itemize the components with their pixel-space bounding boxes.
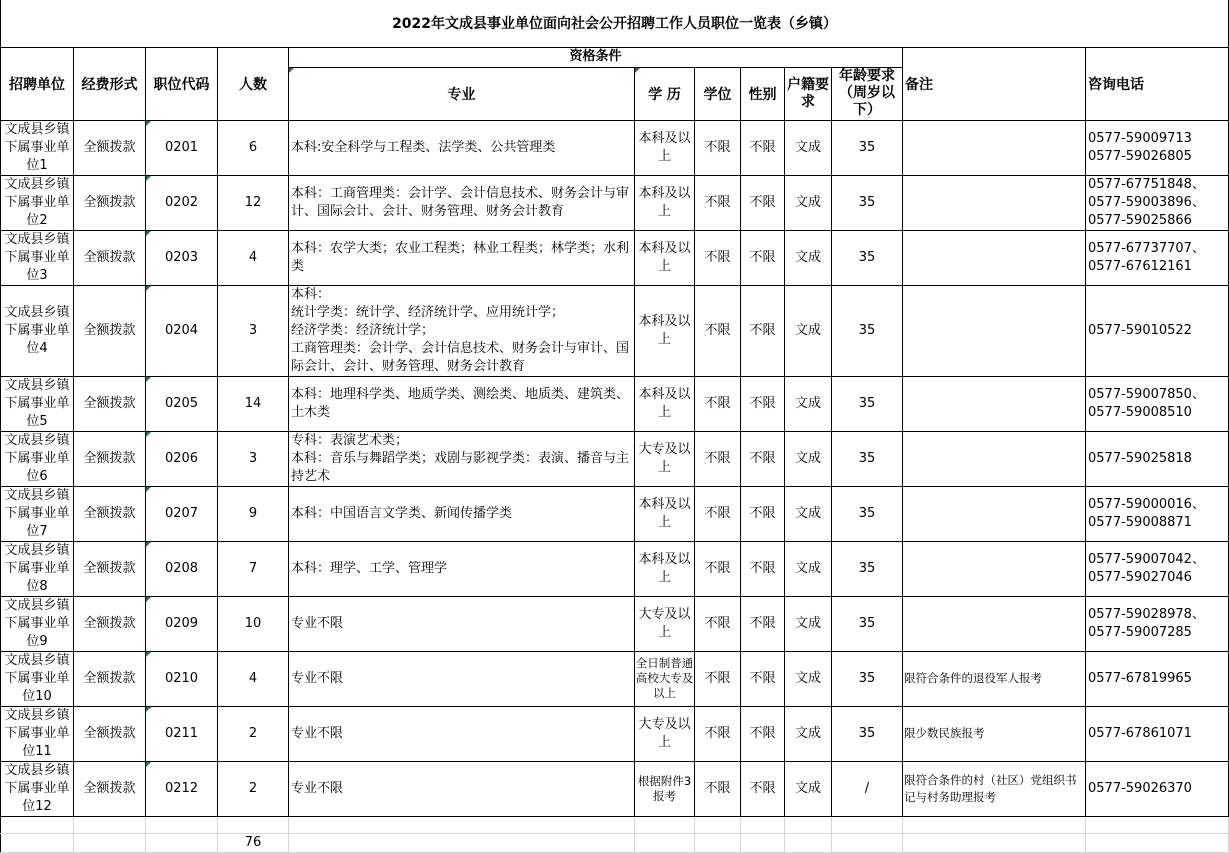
major-cell: 专科：表演艺术类； 本科：音乐与舞蹈学类；戏剧与影视学类：表演、播音与主持艺术 xyxy=(289,431,635,486)
gender-cell: 不限 xyxy=(741,175,785,230)
hukou-cell: 文成 xyxy=(785,761,832,816)
table-row xyxy=(1,596,1229,651)
major-cell: 本科：理学、工学、管理学 xyxy=(289,541,635,596)
gender-cell: 不限 xyxy=(741,761,785,816)
gender-cell: 不限 xyxy=(741,541,785,596)
count-cell: 4 xyxy=(218,651,289,706)
education-cell: 本科及以上 xyxy=(635,541,695,596)
unit-cell: 文成县乡镇下属事业单位11 xyxy=(1,706,74,761)
hukou-cell: 文成 xyxy=(785,596,832,651)
age-cell: 35 xyxy=(832,596,903,651)
header-funding: 经费形式 xyxy=(74,47,146,120)
unit-cell: 文成县乡镇下属事业单位9 xyxy=(1,596,74,651)
code-cell: 0202 xyxy=(146,175,218,230)
unit-cell: 文成县乡镇下属事业单位8 xyxy=(1,541,74,596)
education-cell: 全日制普通高校大专及以上 xyxy=(635,651,695,706)
age-cell: 35 xyxy=(832,120,903,175)
phone-cell: 0577-59010522 xyxy=(1086,285,1229,376)
gender-cell: 不限 xyxy=(741,230,785,285)
table-row xyxy=(1,175,1229,230)
education-cell: 大专及以上 xyxy=(635,431,695,486)
phone-cell: 0577-59025818 xyxy=(1086,431,1229,486)
funding-cell: 全额拨款 xyxy=(74,230,146,285)
major-cell: 专业不限 xyxy=(289,761,635,816)
phone-cell: 0577-67737707、 0577-67612161 xyxy=(1086,230,1229,285)
phone-cell: 0577-67861071 xyxy=(1086,706,1229,761)
degree-cell: 不限 xyxy=(695,596,741,651)
age-cell: 35 xyxy=(832,175,903,230)
table-row xyxy=(1,376,1229,431)
table-row xyxy=(1,486,1229,541)
unit-cell: 文成县乡镇下属事业单位3 xyxy=(1,230,74,285)
education-cell: 大专及以上 xyxy=(635,596,695,651)
hukou-cell: 文成 xyxy=(785,651,832,706)
unit-cell: 文成县乡镇下属事业单位2 xyxy=(1,175,74,230)
phone-cell: 0577-59000016、 0577-59008871 xyxy=(1086,486,1229,541)
hukou-cell: 文成 xyxy=(785,285,832,376)
header-major: 专业 xyxy=(289,67,635,120)
code-cell: 0201 xyxy=(146,120,218,175)
education-cell: 本科及以上 xyxy=(635,285,695,376)
gender-cell: 不限 xyxy=(741,376,785,431)
total-count: 76 xyxy=(218,833,289,852)
funding-cell: 全额拨款 xyxy=(74,376,146,431)
major-cell: 本科：中国语言文学类、新闻传播学类 xyxy=(289,486,635,541)
count-cell: 3 xyxy=(218,431,289,486)
phone-cell: 0577-59007850、 0577-59008510 xyxy=(1086,376,1229,431)
count-cell: 9 xyxy=(218,486,289,541)
table-row xyxy=(1,285,1229,376)
funding-cell: 全额拨款 xyxy=(74,120,146,175)
code-cell: 0203 xyxy=(146,230,218,285)
major-cell: 本科：农学大类；农业工程类；林业工程类；林学类；水利类 xyxy=(289,230,635,285)
education-cell: 根据附件3报考 xyxy=(635,761,695,816)
funding-cell: 全额拨款 xyxy=(74,175,146,230)
phone-cell: 0577-59007042、 0577-59027046 xyxy=(1086,541,1229,596)
age-cell: / xyxy=(832,761,903,816)
remark-cell xyxy=(903,376,1086,431)
count-cell: 14 xyxy=(218,376,289,431)
education-cell: 本科及以上 xyxy=(635,175,695,230)
degree-cell: 不限 xyxy=(695,651,741,706)
degree-cell: 不限 xyxy=(695,376,741,431)
degree-cell: 不限 xyxy=(695,541,741,596)
remark-cell xyxy=(903,596,1086,651)
gender-cell: 不限 xyxy=(741,486,785,541)
age-cell: 35 xyxy=(832,230,903,285)
education-cell: 本科及以上 xyxy=(635,486,695,541)
header-hukou: 户籍要求 xyxy=(785,67,832,120)
code-cell: 0204 xyxy=(146,285,218,376)
header-qualifications: 资格条件 xyxy=(289,47,903,67)
phone-cell: 0577-67819965 xyxy=(1086,651,1229,706)
count-cell: 6 xyxy=(218,120,289,175)
table-row xyxy=(1,230,1229,285)
education-cell: 本科及以上 xyxy=(635,230,695,285)
remark-cell xyxy=(903,541,1086,596)
code-cell: 0205 xyxy=(146,376,218,431)
hukou-cell: 文成 xyxy=(785,541,832,596)
education-cell: 大专及以上 xyxy=(635,706,695,761)
phone-cell: 0577-59028978、 0577-59007285 xyxy=(1086,596,1229,651)
header-degree: 学位 xyxy=(695,67,741,120)
phone-cell: 0577-67751848、 0577-59003896、 0577-59025866 xyxy=(1086,175,1229,230)
unit-cell: 文成县乡镇下属事业单位4 xyxy=(1,285,74,376)
phone-cell: 0577-59026370 xyxy=(1086,761,1229,816)
hukou-cell: 文成 xyxy=(785,706,832,761)
remark-cell xyxy=(903,431,1086,486)
gender-cell: 不限 xyxy=(741,706,785,761)
degree-cell: 不限 xyxy=(695,285,741,376)
age-cell: 35 xyxy=(832,376,903,431)
degree-cell: 不限 xyxy=(695,761,741,816)
remark-cell: 限少数民族报考 xyxy=(903,706,1086,761)
code-cell: 0209 xyxy=(146,596,218,651)
table-row xyxy=(1,120,1229,175)
unit-cell: 文成县乡镇下属事业单位5 xyxy=(1,376,74,431)
header-count: 人数 xyxy=(218,47,289,120)
table-row xyxy=(1,706,1229,761)
major-cell: 专业不限 xyxy=(289,651,635,706)
count-cell: 7 xyxy=(218,541,289,596)
unit-cell: 文成县乡镇下属事业单位10 xyxy=(1,651,74,706)
header-education: 学 历 xyxy=(635,67,695,120)
hukou-cell: 文成 xyxy=(785,376,832,431)
age-cell: 35 xyxy=(832,541,903,596)
age-cell: 35 xyxy=(832,285,903,376)
hukou-cell: 文成 xyxy=(785,486,832,541)
major-cell: 本科： 统计学类：统计学、经济统计学、应用统计学； 经济学类：经济统计学； 工商管理类：会计学、会计信息技术、财务会计与审计、国际会计、会计、财务管理、财务会计教育 xyxy=(289,285,635,376)
degree-cell: 不限 xyxy=(695,230,741,285)
code-cell: 0208 xyxy=(146,541,218,596)
degree-cell: 不限 xyxy=(695,486,741,541)
code-cell: 0212 xyxy=(146,761,218,816)
degree-cell: 不限 xyxy=(695,706,741,761)
degree-cell: 不限 xyxy=(695,175,741,230)
remark-cell xyxy=(903,120,1086,175)
age-cell: 35 xyxy=(832,706,903,761)
unit-cell: 文成县乡镇下属事业单位6 xyxy=(1,431,74,486)
gender-cell: 不限 xyxy=(741,285,785,376)
remark-cell: 限符合条件的村（社区）党组织书记与村务助理报考 xyxy=(903,761,1086,816)
header-gender: 性别 xyxy=(741,67,785,120)
gender-cell: 不限 xyxy=(741,596,785,651)
major-cell: 本科：工商管理类：会计学、会计信息技术、财务会计与审计、国际会计、会计、财务管理、财务会计教育 xyxy=(289,175,635,230)
count-cell: 10 xyxy=(218,596,289,651)
table-row xyxy=(1,761,1229,816)
unit-cell: 文成县乡镇下属事业单位12 xyxy=(1,761,74,816)
header-remark: 备注 xyxy=(903,47,1086,120)
code-cell: 0210 xyxy=(146,651,218,706)
remark-cell xyxy=(903,230,1086,285)
funding-cell: 全额拨款 xyxy=(74,431,146,486)
gender-cell: 不限 xyxy=(741,651,785,706)
header-code: 职位代码 xyxy=(146,47,218,120)
age-cell: 35 xyxy=(832,486,903,541)
code-cell: 0206 xyxy=(146,431,218,486)
count-cell: 2 xyxy=(218,706,289,761)
degree-cell: 不限 xyxy=(695,120,741,175)
funding-cell: 全额拨款 xyxy=(74,541,146,596)
table-row xyxy=(1,541,1229,596)
code-cell: 0211 xyxy=(146,706,218,761)
funding-cell: 全额拨款 xyxy=(74,285,146,376)
count-cell: 4 xyxy=(218,230,289,285)
age-cell: 35 xyxy=(832,431,903,486)
hukou-cell: 文成 xyxy=(785,431,832,486)
header-unit: 招聘单位 xyxy=(1,47,74,120)
funding-cell: 全额拨款 xyxy=(74,486,146,541)
major-cell: 专业不限 xyxy=(289,706,635,761)
count-cell: 2 xyxy=(218,761,289,816)
count-cell: 3 xyxy=(218,285,289,376)
hukou-cell: 文成 xyxy=(785,230,832,285)
major-cell: 本科:安全科学与工程类、法学类、公共管理类 xyxy=(289,120,635,175)
header-phone: 咨询电话 xyxy=(1086,47,1229,120)
major-cell: 专业不限 xyxy=(289,596,635,651)
table-row xyxy=(1,431,1229,486)
remark-cell xyxy=(903,486,1086,541)
funding-cell: 全额拨款 xyxy=(74,761,146,816)
page-title: 2022年文成县事业单位面向社会公开招聘工作人员职位一览表（乡镇） xyxy=(1,0,1229,47)
table-row xyxy=(1,651,1229,706)
count-cell: 12 xyxy=(218,175,289,230)
phone-cell: 0577-59009713 0577-59026805 xyxy=(1086,120,1229,175)
funding-cell: 全额拨款 xyxy=(74,706,146,761)
age-cell: 35 xyxy=(832,651,903,706)
funding-cell: 全额拨款 xyxy=(74,596,146,651)
hukou-cell: 文成 xyxy=(785,120,832,175)
header-age: 年龄要求（周岁以下） xyxy=(832,67,903,120)
code-cell: 0207 xyxy=(146,486,218,541)
remark-cell xyxy=(903,285,1086,376)
funding-cell: 全额拨款 xyxy=(74,651,146,706)
education-cell: 本科及以上 xyxy=(635,376,695,431)
gender-cell: 不限 xyxy=(741,431,785,486)
degree-cell: 不限 xyxy=(695,431,741,486)
major-cell: 本科：地理科学类、地质学类、测绘类、地质类、建筑类、土木类 xyxy=(289,376,635,431)
gender-cell: 不限 xyxy=(741,120,785,175)
remark-cell xyxy=(903,175,1086,230)
hukou-cell: 文成 xyxy=(785,175,832,230)
education-cell: 本科及以上 xyxy=(635,120,695,175)
unit-cell: 文成县乡镇下属事业单位1 xyxy=(1,120,74,175)
unit-cell: 文成县乡镇下属事业单位7 xyxy=(1,486,74,541)
remark-cell: 限符合条件的退役军人报考 xyxy=(903,651,1086,706)
